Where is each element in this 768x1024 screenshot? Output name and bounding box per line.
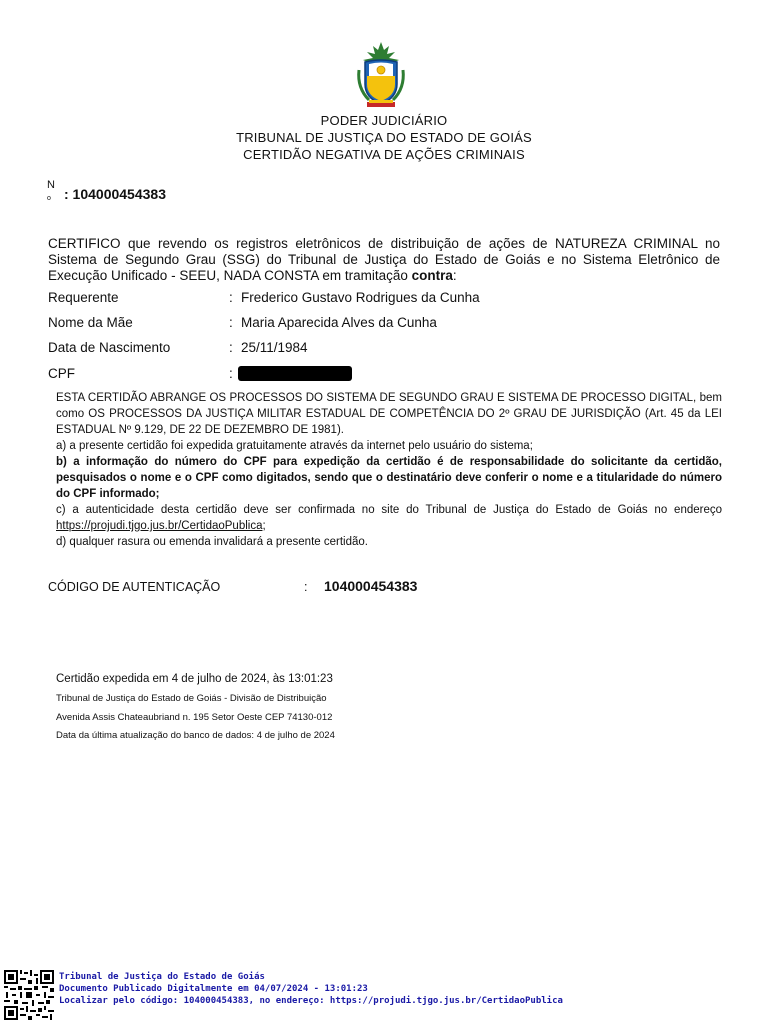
court-name: TRIBUNAL DE JUSTIÇA DO ESTADO DE GOIÁS xyxy=(236,130,532,145)
field-separator: : xyxy=(229,315,233,330)
certificate-body xyxy=(56,390,722,550)
requerente-value: Frederico Gustavo Rodrigues da Cunha xyxy=(241,290,480,305)
number-label: N xyxy=(47,179,55,191)
authentication-code: 104000454383 xyxy=(324,578,418,594)
stamp-court-name: Tribunal de Justiça do Estado de Goiás xyxy=(59,972,265,982)
requerente-label: Requerente xyxy=(48,290,119,305)
mother-name-value: Maria Aparecida Alves da Cunha xyxy=(241,315,437,330)
note-a: a) a presente certidão foi expedida gratuitamente através da internet pelo usuário do sistema; xyxy=(56,440,533,452)
cpf-label: CPF xyxy=(48,366,75,381)
stamp-lookup: Localizar pelo código: 104000454383, no endereço: https://projudi.tjgo.jus.br/CertidaoPublica xyxy=(59,996,563,1006)
issued-date: Certidão expedida em 4 de julho de 2024, às 13:01:23 xyxy=(56,673,333,685)
address-line: Avenida Assis Chateaubriand n. 195 Setor Oeste CEP 74130-012 xyxy=(56,712,333,723)
authentication-separator: : xyxy=(304,580,308,594)
birth-date-value: 25/11/1984 xyxy=(241,340,308,355)
mother-name-label: Nome da Mãe xyxy=(48,315,133,330)
stamp-published: Documento Publicado Digitalmente em 04/07/2024 - 13:01:23 xyxy=(59,984,368,994)
database-update-line: Data da última atualização do banco de dados: 4 de julho de 2024 xyxy=(56,730,335,741)
birth-date-label: Data de Nascimento xyxy=(48,340,171,355)
scope-text: ESTA CERTIDÃO ABRANGE OS PROCESSOS DO SISTEMA DE SEGUNDO GRAU E SISTEMA DE PROCESSO DIGITAL, bem como OS PROCESSOS DA JUSTIÇA MILITAR ESTADUAL DE COMPETÊNCIA DO 2º GRAU DE JURISDIÇÃO (Art. 45 da LEI ESTADUAL Nº 9.129, DE 22 DE DEZEMBRO DE 1981). xyxy=(56,392,722,436)
number-label-sub: o xyxy=(47,195,51,202)
qr-code-icon xyxy=(4,970,54,1020)
note-b: b) a informação do número do CPF para expedição da certidão é de responsabilidade do solicitante da certidão, pesquisados o nome e o CPF como digitados, sendo que o destinatário deve conferir o nome e a titularidade do número do CPF informado; xyxy=(56,456,722,500)
note-d: d) qualquer rasura ou emenda invalidará a presente certidão. xyxy=(56,536,368,548)
verification-link[interactable]: https://projudi.tjgo.jus.br/CertidaoPublica xyxy=(56,520,263,532)
certificate-number: : 104000454383 xyxy=(64,186,166,202)
field-separator: : xyxy=(229,290,233,305)
document-title: CERTIDÃO NEGATIVA DE AÇÕES CRIMINAIS xyxy=(243,147,525,162)
field-separator: : xyxy=(229,366,233,381)
certification-statement: CERTIFICO que revendo os registros eletrônicos de distribuição de ações de NATUREZA CRIMINAL no Sistema de Segundo Grau (SSG) do Tribunal de Justiça do Estado de Goiás e no Sistema Eletrônico de Execução Unificado - SEEU, NADA CONSTA em tramitação contra: xyxy=(48,236,720,283)
authentication-label: CÓDIGO DE AUTENTICAÇÃO xyxy=(48,580,221,594)
note-c: c) a autenticidade desta certidão deve ser confirmada no site do Tribunal de Justiça do Estado de Goiás no endereço https://projudi.tjgo.jus.br/CertidaoPublica; xyxy=(56,504,722,532)
division-line: Tribunal de Justiça do Estado de Goiás - Divisão de Distribuição xyxy=(56,693,327,704)
institution-line: PODER JUDICIÁRIO xyxy=(320,113,448,128)
field-separator: : xyxy=(229,340,233,355)
coat-of-arms-icon xyxy=(353,40,409,110)
cpf-redaction xyxy=(238,366,352,381)
